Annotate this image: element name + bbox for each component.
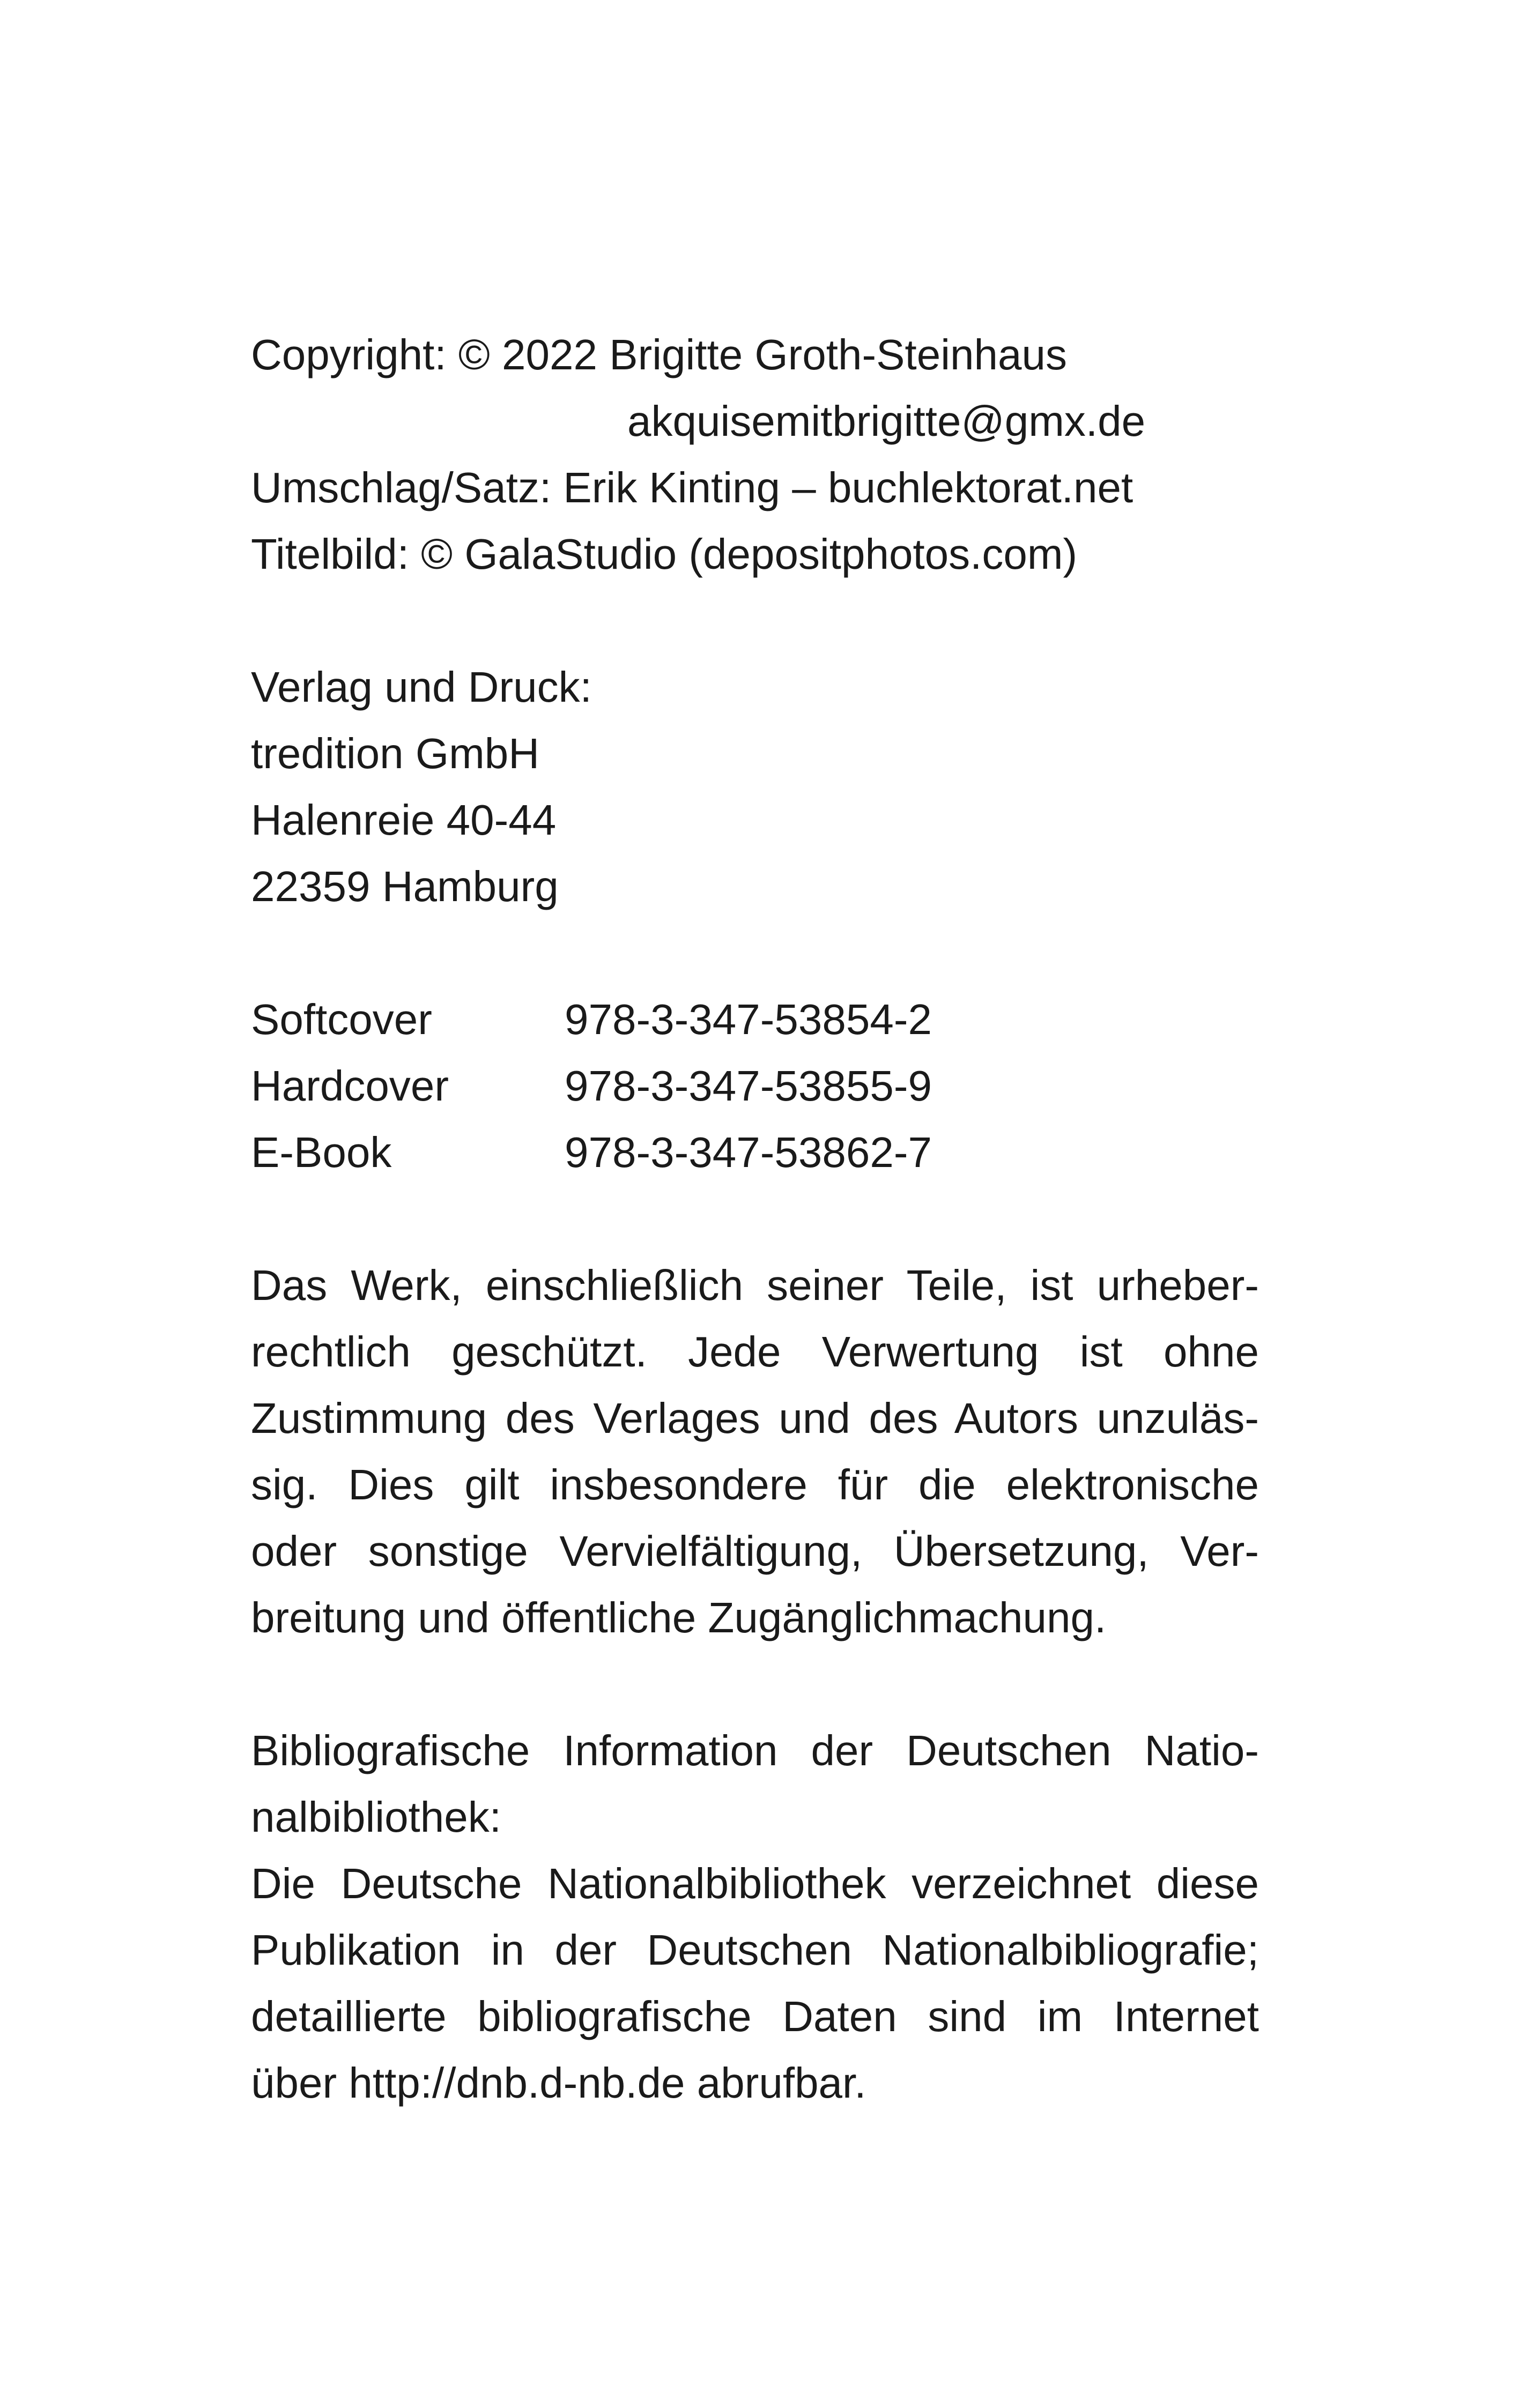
rights-line: rechtlich geschützt. Jede Verwertung ist ohne — [251, 1328, 1259, 1376]
copyright-line: Copyright: © 2022 Brigitte Groth-Steinhaus — [251, 331, 1067, 378]
rights-line: sig. Dies gilt insbesondere für die elektronische — [251, 1461, 1259, 1508]
rights-line: oder sonstige Vervielfältigung, Übersetzung, Ver- — [251, 1527, 1259, 1575]
spacer — [251, 1186, 1259, 1252]
isbn-value: 978-3-347-53862-7 — [565, 1128, 932, 1176]
rights-line: Zustimmung des Verlages und des Autors unzuläs- — [251, 1394, 1259, 1442]
cover-credit-line: Umschlag/Satz: Erik Kinting – buchlektorat.net — [251, 464, 1133, 511]
isbn-label: Softcover — [251, 995, 432, 1043]
publisher-street: Halenreie 40-44 — [251, 796, 557, 844]
isbn-value: 978-3-347-53855-9 — [565, 1062, 932, 1110]
title-image-credit-line: Titelbild: © GalaStudio (depositphotos.com) — [251, 530, 1078, 578]
imprint-page — [251, 322, 1259, 2116]
rights-line: breitung und öffentliche Zugänglichmachung. — [251, 1594, 1107, 1641]
isbn-row-hardcover — [251, 1053, 1259, 1119]
bibliography-heading-line: Bibliografische Information der Deutschen Natio- — [251, 1727, 1259, 1774]
publisher-name: tredition GmbH — [251, 730, 539, 777]
isbn-label: Hardcover — [251, 1062, 449, 1110]
spacer — [251, 920, 1259, 986]
bibliography-heading-line: nalbibliothek: — [251, 1793, 501, 1841]
isbn-label: E-Book — [251, 1128, 392, 1176]
rights-line: Das Werk, einschließlich seiner Teile, ist urheber- — [251, 1261, 1259, 1309]
author-email: akquisemitbrigitte@gmx.de — [627, 397, 1146, 445]
bibliography-body-line: Die Deutsche Nationalbibliothek verzeichnet diese — [251, 1860, 1259, 1907]
bibliography-body-line: Publikation in der Deutschen Nationalbibliografie; — [251, 1926, 1259, 1974]
publisher-city: 22359 Hamburg — [251, 863, 559, 910]
spacer — [251, 1651, 1259, 1718]
rights-paragraph — [251, 1252, 1259, 1651]
publisher-heading: Verlag und Druck: — [251, 663, 592, 711]
bibliography-section — [251, 1718, 1259, 2116]
isbn-value: 978-3-347-53854-2 — [565, 995, 932, 1043]
bibliography-body-line: detaillierte bibliografische Daten sind im Internet — [251, 1993, 1259, 2040]
isbn-row-ebook — [251, 1119, 1259, 1186]
isbn-row-softcover — [251, 986, 1259, 1053]
spacer — [251, 588, 1259, 654]
bibliography-body-line: über http://dnb.d-nb.de abrufbar. — [251, 2059, 866, 2107]
